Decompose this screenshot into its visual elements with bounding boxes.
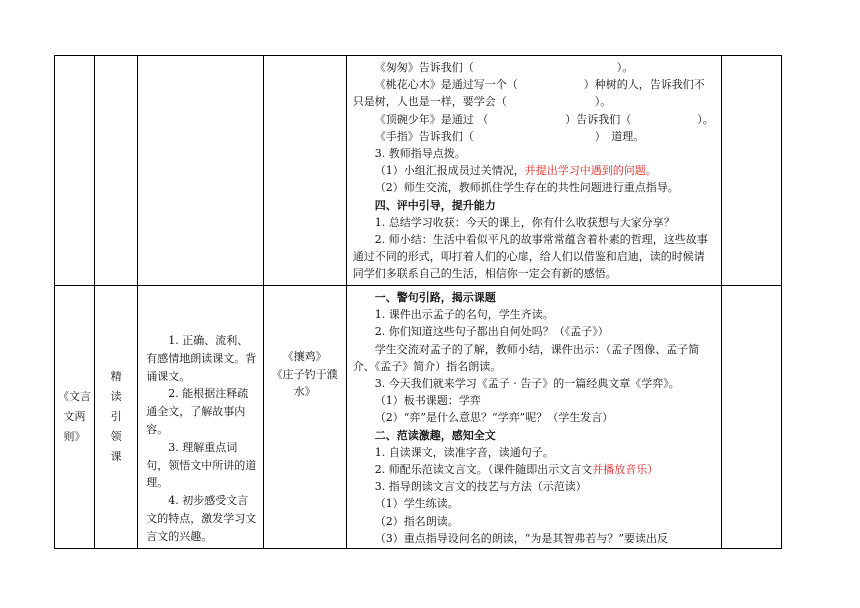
content-line (353, 145, 715, 162)
goal-item: 2. 能根据注释疏通全文，了解故事内容。 (146, 387, 249, 436)
text-title: 《庄子钓于濮水》 (271, 367, 338, 398)
notes-cell (721, 56, 781, 286)
line-text: （2）师生交流，教师抓住学生存在的共性问题进行重点指导。 (374, 181, 679, 195)
content-line (353, 461, 715, 478)
content-line (353, 306, 715, 323)
line-text: （1）学生练读。 (374, 497, 459, 511)
line-text: （3）重点指导设问名的朗读，“为是其智弗若与？”要读出反 (374, 531, 669, 545)
line-text: （1）小组汇报成员过关情况， (374, 164, 525, 178)
content-line (353, 341, 715, 375)
line-text: 2. 师小结：生活中看似平凡的故事常常蕴含着朴素的哲理，这些故事通过不同的形式，叩打着人们的心扉，给人们以借鉴和启迪，读的时候请同学们多联系自己的生活，相信你一定会有新的感悟。 (352, 233, 708, 281)
line-text: 3. 指导朗读文言文的技艺与方法（示范读） (374, 480, 587, 494)
content-line (353, 478, 715, 495)
content-line (353, 111, 715, 128)
line-text: 四、评中引导，提升能力 (374, 198, 496, 212)
content-line (353, 513, 715, 530)
goal-item: 1. 正确、流利、有感情地朗读课文。背诵课文。 (146, 334, 257, 383)
line-text: 2. 师配乐范读文言文。（课件随即出示文言文 (374, 463, 593, 477)
method-cell (95, 56, 138, 286)
line-text: 《桃花心木》是通过写一个（ ）种树的人，告诉我们不只是树，人也是一样，要学会（ ）。 (352, 78, 705, 109)
notes-cell (721, 286, 781, 549)
line-text: 1. 课件出示孟子的名句，学生齐读。 (374, 308, 554, 322)
highlighted-text: 并播放音乐） (592, 463, 659, 477)
content-line (353, 128, 715, 145)
line-text: 《手指》告诉我们（ ） 道理。 (374, 129, 645, 143)
line-text: （1）板书课题：学弈 (374, 394, 481, 408)
line-text: 1. 总结学习收获：今天的课上，你有什么收获想与大家分享？ (374, 215, 675, 229)
section-heading (353, 197, 715, 214)
line-text: 1. 自读课文，读准字音，读通句子。 (374, 445, 554, 459)
section-heading (353, 427, 715, 444)
method-cell (95, 286, 138, 549)
content-line (353, 444, 715, 461)
content-line (353, 231, 715, 283)
process-content (347, 286, 721, 547)
line-text: （2）“弈”是什么意思？“学弈”呢？（学生发言） (374, 411, 614, 425)
goals-list (138, 286, 262, 546)
content-line (353, 392, 715, 409)
section-heading (353, 289, 715, 306)
content-line (353, 530, 715, 547)
text-title: 《攘鸡》 (282, 350, 327, 363)
line-text: 一、警句引路，揭示课题 (374, 291, 496, 304)
content-line (353, 179, 715, 196)
content-line (353, 323, 715, 340)
texts-cell (263, 56, 346, 286)
line-text: 3. 教师指导点拨。 (374, 147, 466, 161)
content-line (353, 495, 715, 512)
goal-item: 4. 初步感受文言文的特点，激发学习文言文的兴趣。 (146, 494, 257, 543)
goal-item: 3. 理解重点词句，领悟文中所讲的道理。 (146, 440, 257, 490)
content-line (353, 375, 715, 392)
line-text: 《顶碗少年》是通过 （ ）告诉我们（ ）。 (374, 112, 714, 126)
goals-cell (138, 56, 263, 286)
table-row (55, 286, 782, 549)
line-text: 3. 今天我们就来学习《孟子 · 告子》的一篇经典文章《学弈》。 (374, 377, 680, 391)
highlighted-text: 并提出学习中遇到的问题。 (524, 164, 657, 178)
table-row (55, 56, 782, 286)
process-cell (346, 286, 721, 549)
content-line (353, 162, 715, 179)
line-text: （2）指名朗读。 (374, 514, 459, 528)
lesson-method: 精读引领课 (110, 370, 122, 463)
lesson-cell (55, 286, 95, 549)
content-line (353, 409, 715, 426)
goals-cell (138, 286, 263, 549)
lesson-name: 《文言文两则》 (58, 390, 92, 443)
lesson-plan-table (54, 55, 782, 549)
line-text: 2. 你们知道这些句子都出自何处吗？（《孟子》） (374, 325, 609, 339)
line-text: 学生交流对孟子的了解，教师小结，课件出示：（孟子图像、孟子简介、《孟子》简介）指名朗读。 (352, 342, 700, 373)
lesson-cell (55, 56, 95, 286)
content-line (353, 76, 715, 110)
line-text: 《匆匆》告诉我们（ ）。 (374, 61, 634, 74)
content-line (353, 214, 715, 231)
texts-cell (263, 286, 346, 549)
texts-list (264, 286, 346, 401)
content-line (353, 59, 715, 76)
process-cell (346, 56, 721, 286)
line-text: 二、范读激趣，感知全文 (374, 428, 496, 442)
process-content (347, 56, 721, 283)
